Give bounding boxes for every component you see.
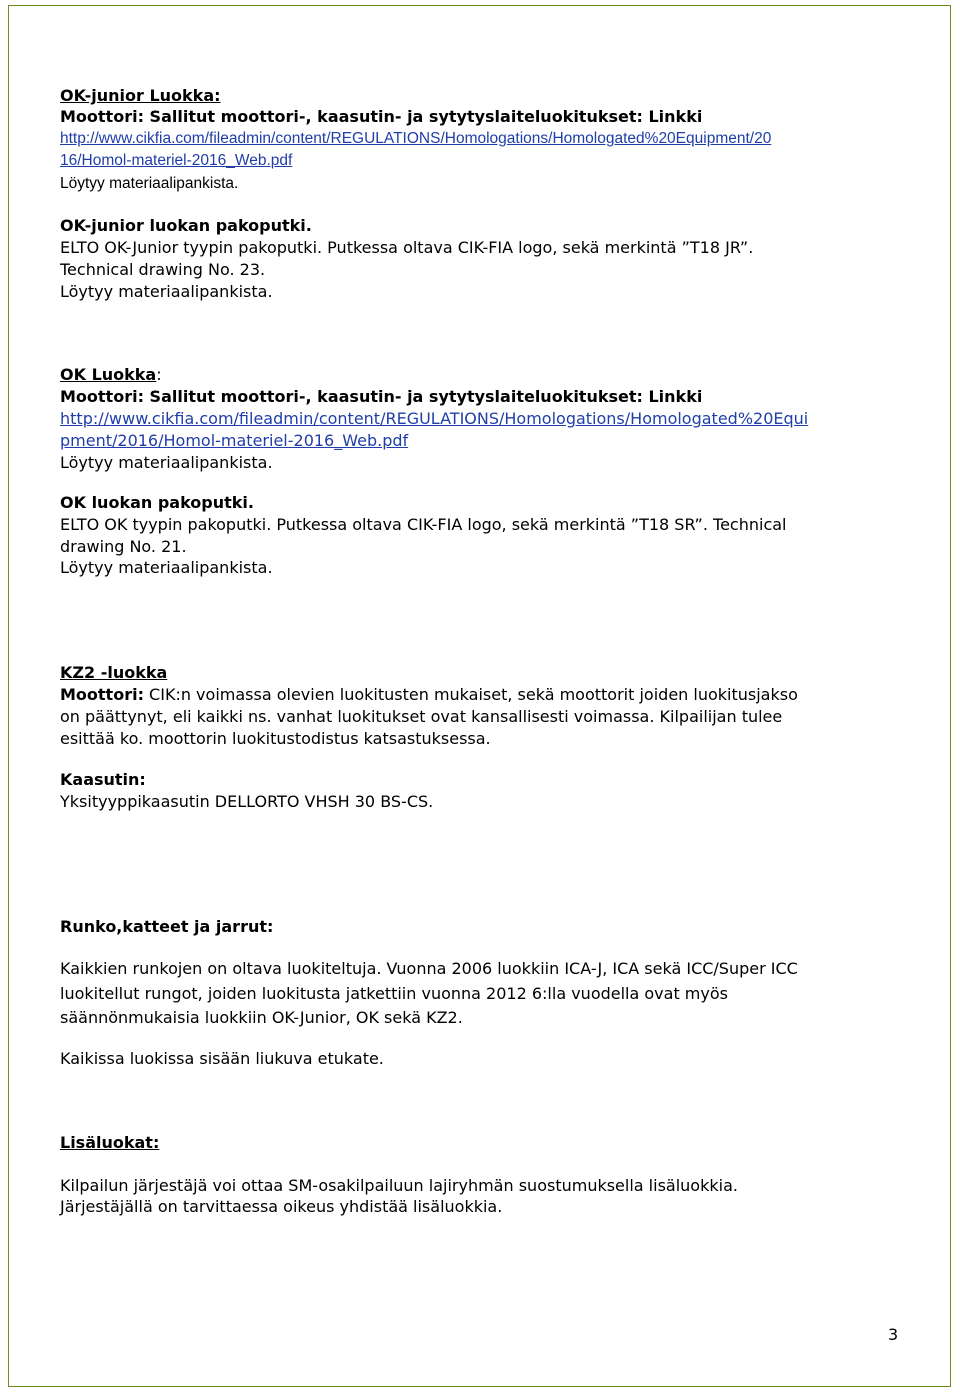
ok-junior-motor-line: Moottori: Sallitut moottori-, kaasutin- ja sytytyslaiteluokitukset: Linkki	[60, 107, 703, 126]
kz2-heading: KZ2 -luokka	[60, 663, 168, 682]
ok-junior-exhaust-line2: Technical drawing No. 23.	[60, 260, 266, 279]
kz2-carb-text: Yksityyppikaasutin DELLORTO VHSH 30 BS-CS.	[60, 792, 434, 811]
kz2-motor-line2: on päättynyt, eli kaikki ns. vanhat luokitukset ovat kansallisesti voimassa. Kilpailijan tulee	[60, 707, 783, 726]
ok-junior-heading: OK-junior Luokka:	[60, 86, 221, 105]
ok-junior-found-1: Löytyy materiaalipankista.	[60, 175, 239, 192]
kz2-motor-label: Moottori:	[60, 685, 144, 704]
extra-line2: Järjestäjällä on tarvittaessa oikeus yhdistää lisäluokkia.	[60, 1197, 503, 1216]
page-number: 3	[888, 1325, 899, 1344]
kz2-motor-text: CIK:n voimassa olevien luokitusten mukaiset, sekä moottorit joiden luokitusjakso	[143, 685, 798, 704]
kz2-motor-line3: esittää ko. moottorin luokitustodistus katsastuksessa.	[60, 729, 491, 748]
extra-line1: Kilpailun järjestäjä voi ottaa SM-osakilpailuun lajiryhmän suostumuksella lisäluokkia.	[60, 1176, 738, 1195]
ok-exhaust-heading: OK luokan pakoputki.	[60, 493, 254, 512]
ok-heading-colon: :	[156, 365, 162, 384]
chassis-line2: luokitellut rungot, joiden luokitusta jatkettiin vuonna 2012 6:lla vuodella ovat myös	[60, 984, 728, 1003]
ok-junior-exhaust-line1: ELTO OK-Junior tyypin pakoputki. Putkessa oltava CIK-FIA logo, sekä merkintä ”T18 JR”.	[60, 238, 754, 257]
kz2-motor-line1	[60, 684, 798, 706]
ok-heading	[60, 364, 162, 386]
ok-heading-text: OK Luokka	[60, 365, 157, 384]
ok-link-line2[interactable]: pment/2016/Homol-materiel-2016_Web.pdf	[60, 431, 409, 450]
ok-junior-link-line2[interactable]: 16/Homol-materiel-2016_Web.pdf	[60, 152, 293, 169]
kz2-carb-label: Kaasutin:	[60, 770, 146, 789]
chassis-heading: Runko,katteet ja jarrut:	[60, 917, 274, 936]
ok-junior-link-line1[interactable]: http://www.cikfia.com/fileadmin/content/REGULATIONS/Homologations/Homologated%20Equipment/20	[60, 130, 772, 147]
extra-heading: Lisäluokat:	[60, 1133, 160, 1152]
ok-motor-line: Moottori: Sallitut moottori-, kaasutin- ja sytytyslaiteluokitukset: Linkki	[60, 387, 703, 406]
ok-exhaust-line2: drawing No. 21.	[60, 537, 187, 556]
chassis-line1: Kaikkien runkojen on oltava luokiteltuja. Vuonna 2006 luokkiin ICA-J, ICA sekä ICC/Super ICC	[60, 959, 798, 978]
ok-link-line1[interactable]: http://www.cikfia.com/fileadmin/content/REGULATIONS/Homologations/Homologated%20Equi	[60, 409, 809, 428]
ok-junior-exhaust-heading: OK-junior luokan pakoputki.	[60, 216, 312, 235]
ok-found-1: Löytyy materiaalipankista.	[60, 453, 273, 472]
ok-found-2: Löytyy materiaalipankista.	[60, 558, 273, 577]
chassis-line4: Kaikissa luokissa sisään liukuva etukate.	[60, 1049, 384, 1068]
chassis-line3: säännönmukaisia luokkiin OK-Junior, OK sekä KZ2.	[60, 1008, 463, 1027]
ok-exhaust-line1: ELTO OK tyypin pakoputki. Putkessa oltava CIK-FIA logo, sekä merkintä ”T18 SR”. Technical	[60, 515, 787, 534]
ok-junior-found-2: Löytyy materiaalipankista.	[60, 282, 273, 301]
